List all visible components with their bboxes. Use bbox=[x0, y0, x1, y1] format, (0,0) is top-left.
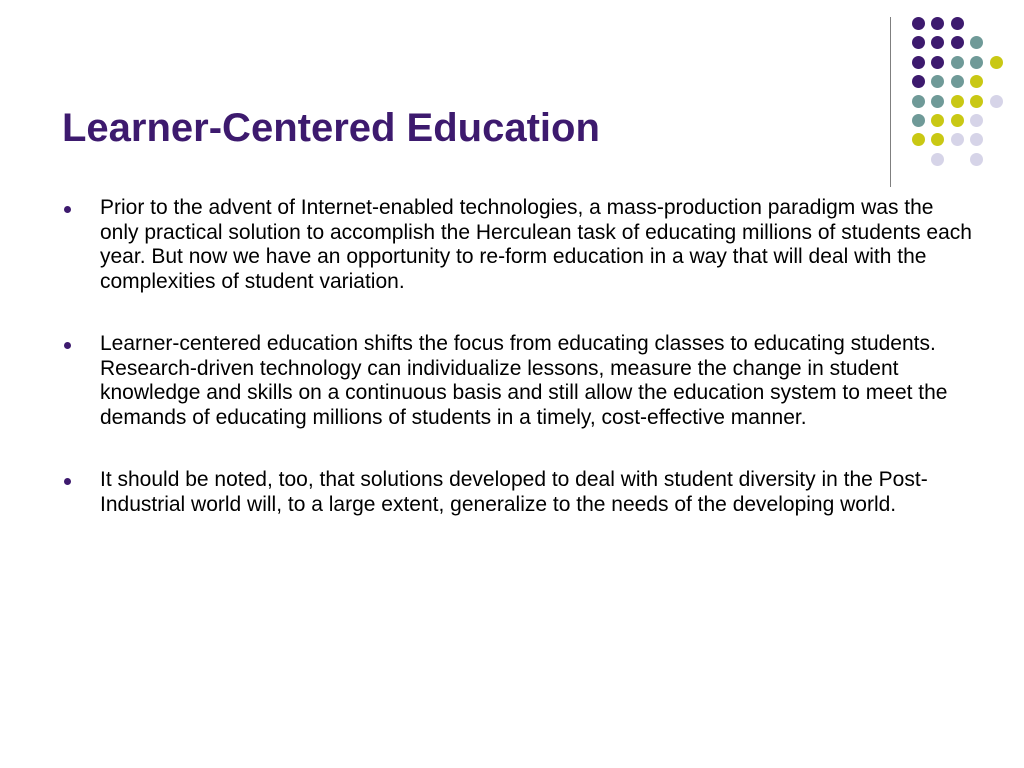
decorative-dot-purple bbox=[912, 17, 925, 30]
decorative-dot-lime bbox=[990, 56, 1003, 69]
decorative-dot-lavender bbox=[951, 133, 964, 146]
decorative-dot-lime bbox=[912, 133, 925, 146]
bullet-text: Prior to the advent of Internet-enabled technologies, a mass-production paradigm was the only practical solution to accomplish the Herculean task of educating millions of students each year. But now we have an opportunity to re-form education in a way that will deal with the complexities of student variation. bbox=[100, 196, 972, 293]
decorative-dot-lime bbox=[951, 114, 964, 127]
decorative-dot-teal bbox=[970, 36, 983, 49]
decorative-dot-purple bbox=[931, 17, 944, 30]
bullet-item bbox=[62, 332, 972, 430]
decorative-dot-lavender bbox=[970, 153, 983, 166]
decorative-dot-lavender bbox=[970, 133, 983, 146]
decorative-dot-purple bbox=[951, 17, 964, 30]
decorative-dot-lime bbox=[931, 114, 944, 127]
decorative-dot-purple bbox=[912, 36, 925, 49]
decorative-dot-lime bbox=[970, 75, 983, 88]
bullet-text: It should be noted, too, that solutions developed to deal with student diversity in the Post-Industrial world will, to a large extent, generalize to the needs of the developing world. bbox=[100, 468, 928, 516]
decorative-dot-grid bbox=[0, 0, 1024, 200]
bullet-list bbox=[62, 196, 972, 555]
decorative-dot-teal bbox=[951, 56, 964, 69]
decorative-dot-teal bbox=[912, 114, 925, 127]
decorative-dot-teal bbox=[912, 95, 925, 108]
decorative-dot-teal bbox=[951, 75, 964, 88]
decorative-dot-purple bbox=[931, 36, 944, 49]
bullet-item bbox=[62, 468, 972, 517]
vertical-divider bbox=[890, 17, 891, 187]
decorative-dot-purple bbox=[951, 36, 964, 49]
bullet-dot-icon bbox=[64, 206, 71, 213]
bullet-dot-icon bbox=[64, 342, 71, 349]
bullet-dot-icon bbox=[64, 478, 71, 485]
decorative-dot-lavender bbox=[990, 95, 1003, 108]
decorative-dot-purple bbox=[931, 56, 944, 69]
decorative-dot-purple bbox=[912, 75, 925, 88]
bullet-item bbox=[62, 196, 972, 294]
decorative-dot-lavender bbox=[970, 114, 983, 127]
decorative-dot-lime bbox=[970, 95, 983, 108]
slide-title: Learner-Centered Education bbox=[62, 106, 600, 150]
decorative-dot-teal bbox=[931, 75, 944, 88]
decorative-dot-lime bbox=[931, 133, 944, 146]
decorative-dot-teal bbox=[970, 56, 983, 69]
decorative-dot-lime bbox=[951, 95, 964, 108]
decorative-dot-lavender bbox=[931, 153, 944, 166]
bullet-text: Learner-centered education shifts the focus from educating classes to educating students. Research-driven technology can individualize lessons, measure the change in student knowledge and skills on a continuous basis and still allow the education system to meet the demands of educating millions of students in a timely, cost-effective manner. bbox=[100, 332, 948, 429]
decorative-dot-purple bbox=[912, 56, 925, 69]
decorative-dot-teal bbox=[931, 95, 944, 108]
